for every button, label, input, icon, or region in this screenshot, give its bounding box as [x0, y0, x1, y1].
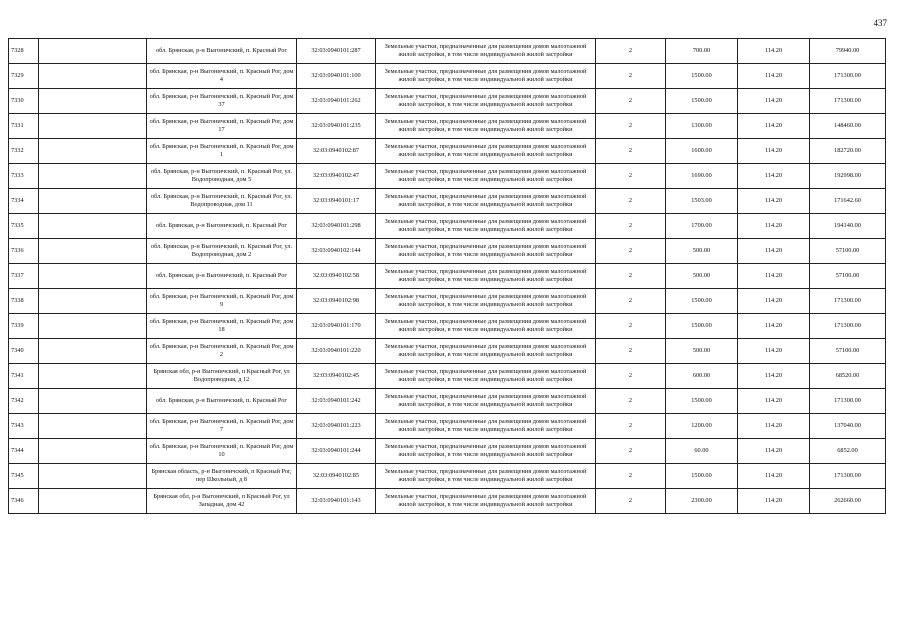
- rate-cell: 114.20: [738, 314, 810, 339]
- cadastral-number-cell: 32:03:0940101:244: [297, 439, 376, 464]
- row-number-cell: 7328: [9, 39, 39, 64]
- cadastral-number-cell: 32:03:0940101:287: [297, 39, 376, 64]
- land-use-cell: Земельные участки, предназначенные для размещения домов малоэтажной жилой застройки, в том числе индивидуальной жилой застройки: [376, 89, 596, 114]
- land-use-cell: Земельные участки, предназначенные для размещения домов малоэтажной жилой застройки, в том числе индивидуальной жилой застройки: [376, 314, 596, 339]
- rate-cell: 114.20: [738, 439, 810, 464]
- address-cell: обл. Брянская, р-н Выгоничский, п. Красный Рог, дом 18: [147, 314, 297, 339]
- table-row: [9, 439, 886, 464]
- category-cell: 2: [596, 164, 666, 189]
- value-cell: 192998.00: [810, 164, 886, 189]
- blank-cell: [39, 239, 147, 264]
- table-row: [9, 239, 886, 264]
- rate-cell: 114.20: [738, 89, 810, 114]
- value-cell: 137040.00: [810, 414, 886, 439]
- land-use-cell: Земельные участки, предназначенные для размещения домов малоэтажной жилой застройки, в том числе индивидуальной жилой застройки: [376, 39, 596, 64]
- table-row: [9, 264, 886, 289]
- blank-cell: [39, 414, 147, 439]
- land-registry-table: [8, 38, 886, 514]
- cadastral-number-cell: 32:03:0940101:298: [297, 214, 376, 239]
- land-use-cell: Земельные участки, предназначенные для размещения домов малоэтажной жилой застройки, в том числе индивидуальной жилой застройки: [376, 264, 596, 289]
- rate-cell: 114.20: [738, 414, 810, 439]
- row-number-cell: 7330: [9, 89, 39, 114]
- category-cell: 2: [596, 414, 666, 439]
- rate-cell: 114.20: [738, 489, 810, 514]
- area-cell: 1503.00: [666, 189, 738, 214]
- area-cell: 600.00: [666, 364, 738, 389]
- row-number-cell: 7339: [9, 314, 39, 339]
- table-row: [9, 339, 886, 364]
- address-cell: обл. Брянская, р-н Выгоничский, п. Красный Рог: [147, 214, 297, 239]
- area-cell: 2300.00: [666, 489, 738, 514]
- area-cell: 500.00: [666, 264, 738, 289]
- address-cell: обл. Брянская, р-н Выгоничский, п. Красный Рог: [147, 264, 297, 289]
- category-cell: 2: [596, 189, 666, 214]
- value-cell: 171300.00: [810, 464, 886, 489]
- address-cell: обл. Брянская, р-н Выгоничский, п. Красный Рог, ул. Водопроводная, дом 2: [147, 239, 297, 264]
- blank-cell: [39, 39, 147, 64]
- table-row: [9, 414, 886, 439]
- rate-cell: 114.20: [738, 39, 810, 64]
- address-cell: Брянская обл, р-н Выгоничский, п Красный Рог, ул Западная, дом 42: [147, 489, 297, 514]
- blank-cell: [39, 439, 147, 464]
- cadastral-number-cell: 32:03:0940101:100: [297, 64, 376, 89]
- rate-cell: 114.20: [738, 114, 810, 139]
- cadastral-number-cell: 32:03:0940101:262: [297, 89, 376, 114]
- blank-cell: [39, 314, 147, 339]
- rate-cell: 114.20: [738, 139, 810, 164]
- cadastral-number-cell: 32:03:0940102:47: [297, 164, 376, 189]
- value-cell: 148460.00: [810, 114, 886, 139]
- address-cell: обл. Брянская, р-н Выгоничский, п. Красный Рог, дом 2: [147, 339, 297, 364]
- land-use-cell: Земельные участки, предназначенные для размещения домов малоэтажной жилой застройки, в том числе индивидуальной жилой застройки: [376, 164, 596, 189]
- blank-cell: [39, 164, 147, 189]
- area-cell: 1500.00: [666, 389, 738, 414]
- rate-cell: 114.20: [738, 164, 810, 189]
- land-use-cell: Земельные участки, предназначенные для размещения домов малоэтажной жилой застройки, в том числе индивидуальной жилой застройки: [376, 64, 596, 89]
- category-cell: 2: [596, 489, 666, 514]
- land-use-cell: Земельные участки, предназначенные для размещения домов малоэтажной жилой застройки, в том числе индивидуальной жилой застройки: [376, 289, 596, 314]
- area-cell: 1500.00: [666, 289, 738, 314]
- row-number-cell: 7331: [9, 114, 39, 139]
- land-use-cell: Земельные участки, предназначенные для размещения домов малоэтажной жилой застройки, в том числе индивидуальной жилой застройки: [376, 389, 596, 414]
- area-cell: 1500.00: [666, 464, 738, 489]
- cadastral-number-cell: 32:03:0940102:87: [297, 139, 376, 164]
- land-use-cell: Земельные участки, предназначенные для размещения домов малоэтажной жилой застройки, в том числе индивидуальной жилой застройки: [376, 189, 596, 214]
- value-cell: 182720.00: [810, 139, 886, 164]
- table-row: [9, 64, 886, 89]
- area-cell: 60.00: [666, 439, 738, 464]
- value-cell: 171300.00: [810, 389, 886, 414]
- row-number-cell: 7335: [9, 214, 39, 239]
- value-cell: 57100.00: [810, 239, 886, 264]
- row-number-cell: 7345: [9, 464, 39, 489]
- category-cell: 2: [596, 314, 666, 339]
- blank-cell: [39, 389, 147, 414]
- address-cell: обл. Брянская, р-н Выгоничский, п. Красный Рог: [147, 389, 297, 414]
- rate-cell: 114.20: [738, 64, 810, 89]
- blank-cell: [39, 64, 147, 89]
- table-row: [9, 364, 886, 389]
- value-cell: 57100.00: [810, 339, 886, 364]
- category-cell: 2: [596, 389, 666, 414]
- row-number-cell: 7337: [9, 264, 39, 289]
- land-use-cell: Земельные участки, предназначенные для размещения домов малоэтажной жилой застройки, в том числе индивидуальной жилой застройки: [376, 464, 596, 489]
- land-use-cell: Земельные участки, предназначенные для размещения домов малоэтажной жилой застройки, в том числе индивидуальной жилой застройки: [376, 214, 596, 239]
- blank-cell: [39, 464, 147, 489]
- table-row: [9, 39, 886, 64]
- blank-cell: [39, 189, 147, 214]
- row-number-cell: 7343: [9, 414, 39, 439]
- table-row: [9, 314, 886, 339]
- rate-cell: 114.20: [738, 464, 810, 489]
- address-cell: обл. Брянская, р-н Выгоничский, п. Красный Рог, дом 9: [147, 289, 297, 314]
- value-cell: 171300.00: [810, 64, 886, 89]
- category-cell: 2: [596, 214, 666, 239]
- table-row: [9, 114, 886, 139]
- rate-cell: 114.20: [738, 339, 810, 364]
- row-number-cell: 7329: [9, 64, 39, 89]
- table-row: [9, 214, 886, 239]
- page-number: 437: [873, 18, 887, 28]
- address-cell: обл. Брянская, р-н Выгоничский, п. Красный Рог, дом 17: [147, 114, 297, 139]
- value-cell: 68520.00: [810, 364, 886, 389]
- area-cell: 1500.00: [666, 64, 738, 89]
- area-cell: 1500.00: [666, 314, 738, 339]
- area-cell: 700.00: [666, 39, 738, 64]
- category-cell: 2: [596, 64, 666, 89]
- value-cell: 171642.60: [810, 189, 886, 214]
- address-cell: обл. Брянская, р-н Выгоничский, п. Красный Рог: [147, 39, 297, 64]
- blank-cell: [39, 214, 147, 239]
- rate-cell: 114.20: [738, 364, 810, 389]
- category-cell: 2: [596, 339, 666, 364]
- category-cell: 2: [596, 39, 666, 64]
- address-cell: Брянская область, р-н Выгоничский, п Красный Рог, пер Школьный, д 8: [147, 464, 297, 489]
- address-cell: обл. Брянская, р-н Выгоничский, п. Красный Рог, дом 7: [147, 414, 297, 439]
- category-cell: 2: [596, 239, 666, 264]
- row-number-cell: 7344: [9, 439, 39, 464]
- value-cell: 6852.00: [810, 439, 886, 464]
- area-cell: 500.00: [666, 239, 738, 264]
- blank-cell: [39, 289, 147, 314]
- blank-cell: [39, 489, 147, 514]
- cadastral-number-cell: 32:03:0940101:242: [297, 389, 376, 414]
- value-cell: 262660.00: [810, 489, 886, 514]
- land-use-cell: Земельные участки, предназначенные для размещения домов малоэтажной жилой застройки, в том числе индивидуальной жилой застройки: [376, 339, 596, 364]
- cadastral-number-cell: 32:03:0940101:223: [297, 414, 376, 439]
- table-row: [9, 164, 886, 189]
- cadastral-number-cell: 32:03:0940101:170: [297, 314, 376, 339]
- value-cell: 171300.00: [810, 289, 886, 314]
- table-row: [9, 139, 886, 164]
- row-number-cell: 7346: [9, 489, 39, 514]
- blank-cell: [39, 339, 147, 364]
- category-cell: 2: [596, 264, 666, 289]
- value-cell: 171300.00: [810, 89, 886, 114]
- blank-cell: [39, 89, 147, 114]
- area-cell: 1690.00: [666, 164, 738, 189]
- table-row: [9, 389, 886, 414]
- land-use-cell: Земельные участки, предназначенные для размещения домов малоэтажной жилой застройки, в том числе индивидуальной жилой застройки: [376, 414, 596, 439]
- row-number-cell: 7334: [9, 189, 39, 214]
- category-cell: 2: [596, 139, 666, 164]
- rate-cell: 114.20: [738, 389, 810, 414]
- land-use-cell: Земельные участки, предназначенные для размещения домов малоэтажной жилой застройки, в том числе индивидуальной жилой застройки: [376, 364, 596, 389]
- rate-cell: 114.20: [738, 264, 810, 289]
- cadastral-number-cell: 32:03:0940102:85: [297, 464, 376, 489]
- blank-cell: [39, 114, 147, 139]
- cadastral-number-cell: 32:03:0940102:45: [297, 364, 376, 389]
- table-row: [9, 489, 886, 514]
- area-cell: 500.00: [666, 339, 738, 364]
- category-cell: 2: [596, 114, 666, 139]
- area-cell: 1300.00: [666, 114, 738, 139]
- land-use-cell: Земельные участки, предназначенные для размещения домов малоэтажной жилой застройки, в том числе индивидуальной жилой застройки: [376, 439, 596, 464]
- address-cell: обл. Брянская, р-н Выгоничский, п. Красный Рог, ул. Водопроводная, дом 11: [147, 189, 297, 214]
- value-cell: 57100.00: [810, 264, 886, 289]
- area-cell: 1500.00: [666, 89, 738, 114]
- area-cell: 1700.00: [666, 214, 738, 239]
- address-cell: обл. Брянская, р-н Выгоничский, п. Красный Рог, дом 10: [147, 439, 297, 464]
- cadastral-number-cell: 32:03:0940102:98: [297, 289, 376, 314]
- table-row: [9, 189, 886, 214]
- row-number-cell: 7336: [9, 239, 39, 264]
- cadastral-number-cell: 32:03:0940101:220: [297, 339, 376, 364]
- address-cell: обл. Брянская, р-н Выгоничский, п. Красный Рог, дом 37: [147, 89, 297, 114]
- value-cell: 171300.00: [810, 314, 886, 339]
- category-cell: 2: [596, 364, 666, 389]
- cadastral-number-cell: 32:03:0940101:143: [297, 489, 376, 514]
- rate-cell: 114.20: [738, 289, 810, 314]
- land-use-cell: Земельные участки, предназначенные для размещения домов малоэтажной жилой застройки, в том числе индивидуальной жилой застройки: [376, 114, 596, 139]
- address-cell: Брянская обл, р-н Выгоничский, п Красный Рог, ул Водопроводная, д 12: [147, 364, 297, 389]
- row-number-cell: 7340: [9, 339, 39, 364]
- table-row: [9, 289, 886, 314]
- row-number-cell: 7333: [9, 164, 39, 189]
- value-cell: 194140.00: [810, 214, 886, 239]
- row-number-cell: 7332: [9, 139, 39, 164]
- row-number-cell: 7338: [9, 289, 39, 314]
- blank-cell: [39, 139, 147, 164]
- registry-body: [9, 39, 886, 514]
- land-use-cell: Земельные участки, предназначенные для размещения домов малоэтажной жилой застройки, в том числе индивидуальной жилой застройки: [376, 489, 596, 514]
- blank-cell: [39, 364, 147, 389]
- area-cell: 1600.00: [666, 139, 738, 164]
- rate-cell: 114.20: [738, 239, 810, 264]
- cadastral-number-cell: 32:03:0940101:17: [297, 189, 376, 214]
- cadastral-number-cell: 32:03:0940101:235: [297, 114, 376, 139]
- address-cell: обл. Брянская, р-н Выгоничский, п. Красный Рог, дом 1: [147, 139, 297, 164]
- category-cell: 2: [596, 89, 666, 114]
- address-cell: обл. Брянская, р-н Выгоничский, п. Красный Рог, дом 4: [147, 64, 297, 89]
- value-cell: 79940.00: [810, 39, 886, 64]
- address-cell: обл. Брянская, р-н Выгоничский, п. Красный Рог, ул. Водопроводная, дом 5: [147, 164, 297, 189]
- area-cell: 1200.00: [666, 414, 738, 439]
- table-row: [9, 89, 886, 114]
- category-cell: 2: [596, 289, 666, 314]
- cadastral-number-cell: 32:03:0940102:144: [297, 239, 376, 264]
- category-cell: 2: [596, 439, 666, 464]
- land-use-cell: Земельные участки, предназначенные для размещения домов малоэтажной жилой застройки, в том числе индивидуальной жилой застройки: [376, 239, 596, 264]
- rate-cell: 114.20: [738, 189, 810, 214]
- table-row: [9, 464, 886, 489]
- rate-cell: 114.20: [738, 214, 810, 239]
- cadastral-number-cell: 32:03:0940102:58: [297, 264, 376, 289]
- blank-cell: [39, 264, 147, 289]
- row-number-cell: 7342: [9, 389, 39, 414]
- row-number-cell: 7341: [9, 364, 39, 389]
- category-cell: 2: [596, 464, 666, 489]
- land-use-cell: Земельные участки, предназначенные для размещения домов малоэтажной жилой застройки, в том числе индивидуальной жилой застройки: [376, 139, 596, 164]
